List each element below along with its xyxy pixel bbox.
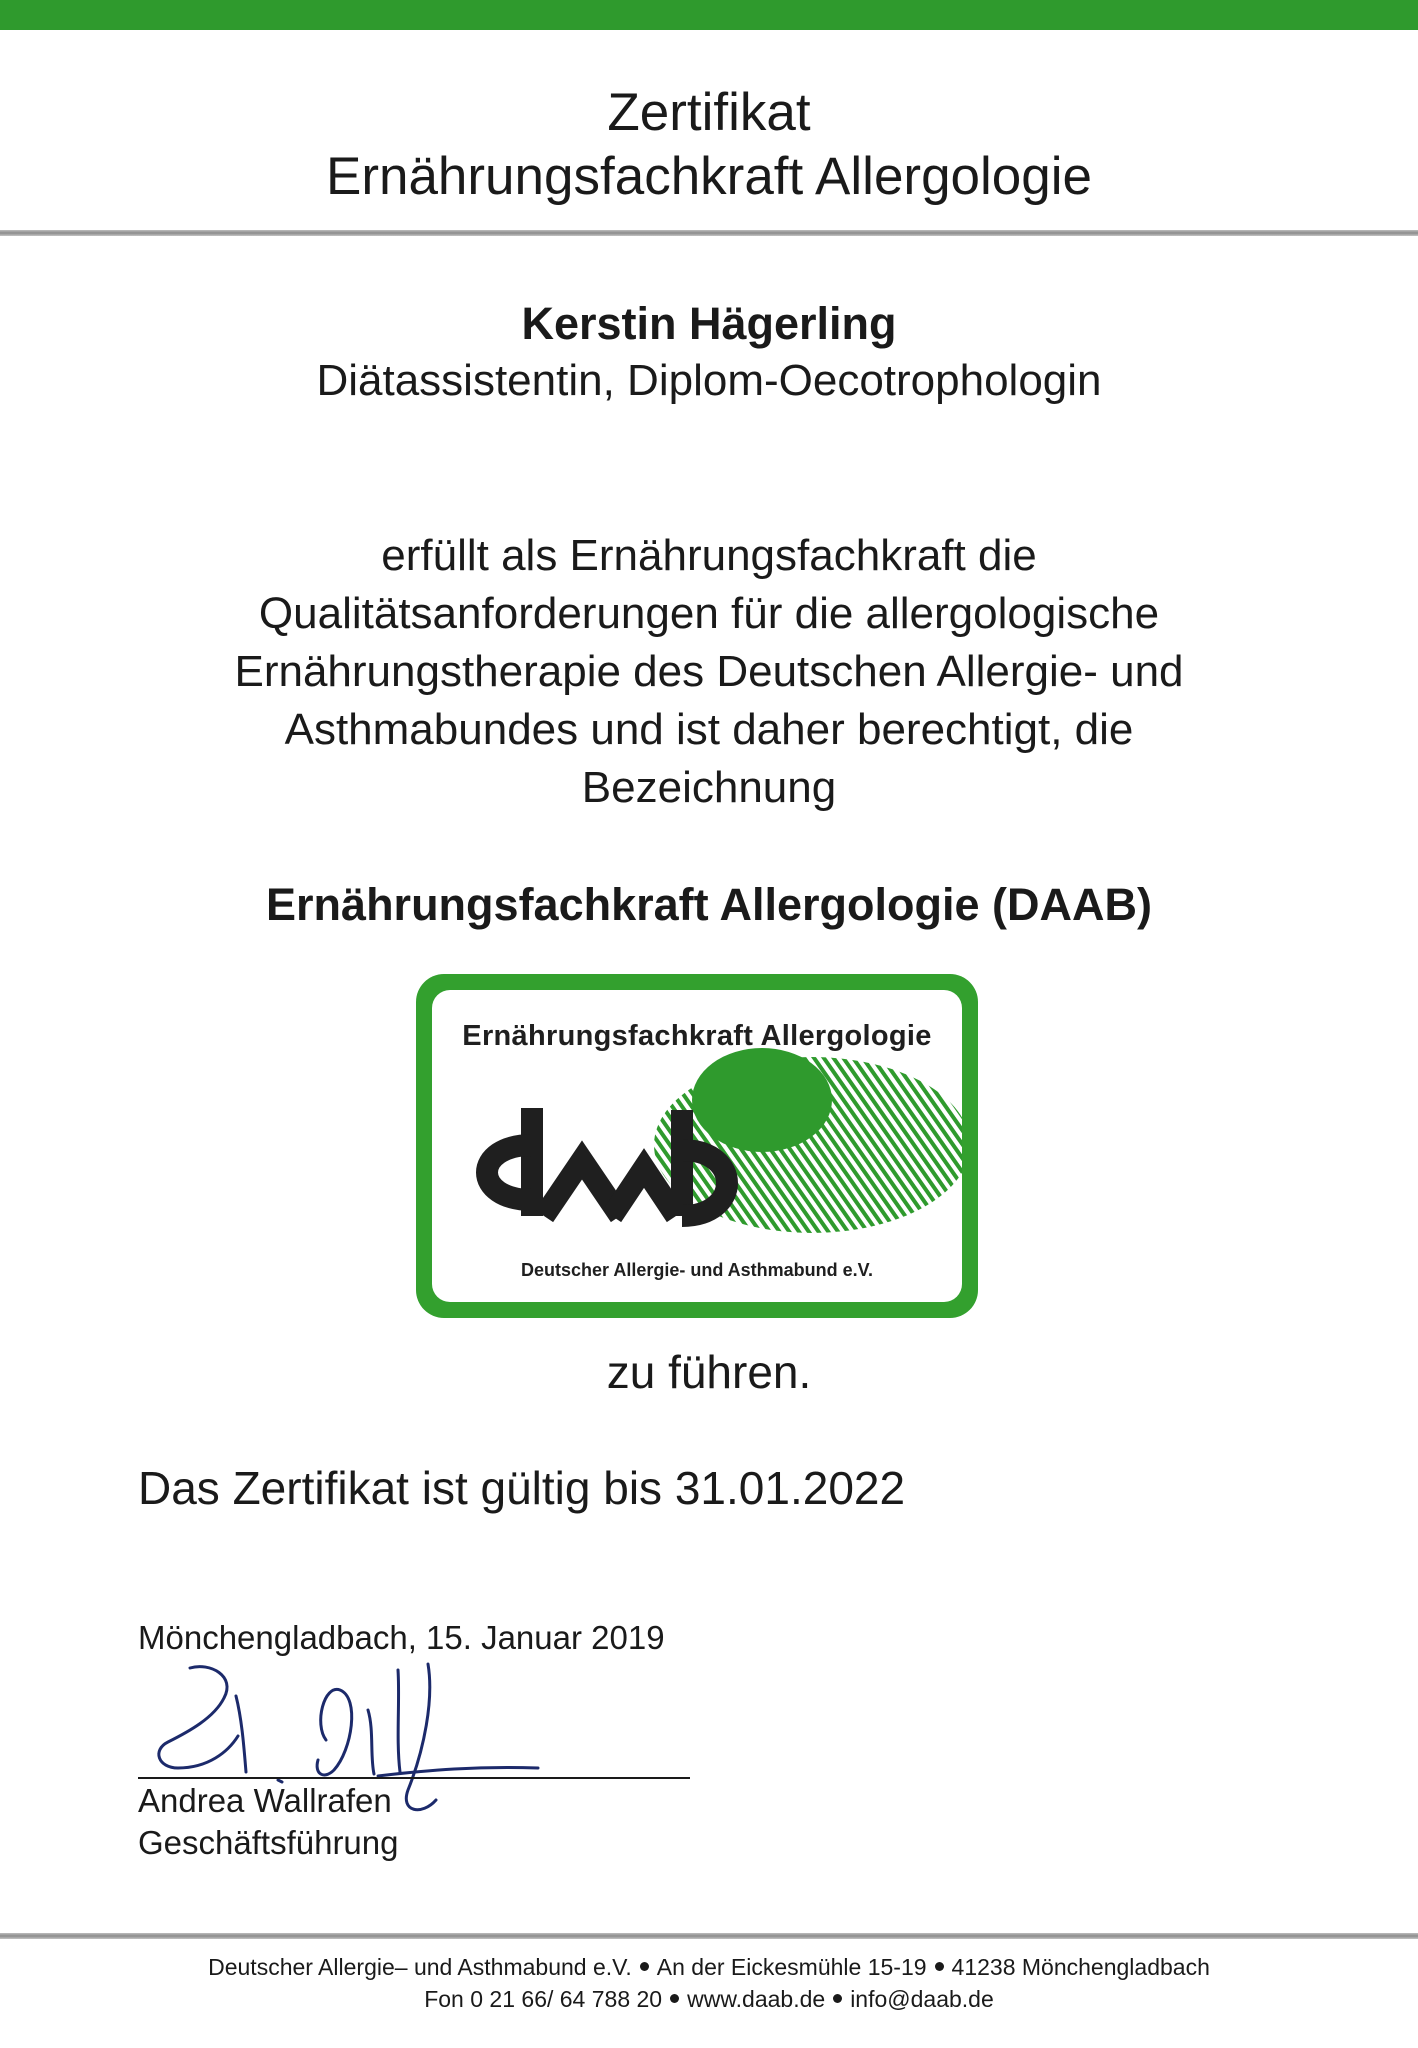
bullet-icon: [640, 1962, 649, 1971]
statement-line: Ernährungstherapie des Deutschen Allergie- und: [234, 647, 1184, 696]
footer-email[interactable]: info@daab.de: [850, 1986, 994, 2012]
signer-role: Geschäftsführung: [138, 1824, 399, 1861]
validity-statement: Das Zertifikat ist gültig bis 31.01.2022: [138, 1462, 906, 1514]
footer-web[interactable]: www.daab.de: [687, 1986, 826, 2012]
statement-line: Asthmabundes und ist daher berechtigt, die: [284, 705, 1134, 754]
bullet-icon: [670, 1994, 679, 2003]
bullet-icon: [833, 1994, 842, 2003]
logo-title: Ernährungsfachkraft Allergologie: [462, 1020, 932, 1052]
statement-line: Qualitätsanforderungen für die allergologische: [258, 589, 1160, 638]
daab-logo: [416, 974, 978, 1318]
designation-title: Ernährungsfachkraft Allergologie (DAAB): [266, 879, 1152, 930]
statement-line: erfüllt als Ernährungsfachkraft die: [381, 531, 1037, 580]
footer-phone: Fon 0 21 66/ 64 788 20: [424, 1986, 663, 2012]
place-date: Mönchengladbach, 15. Januar 2019: [138, 1619, 665, 1656]
footer-city: 41238 Mönchengladbach: [951, 1954, 1210, 1980]
statement-line: Bezeichnung: [581, 763, 837, 812]
logo-subtitle: Deutscher Allergie- und Asthmabund e.V.: [520, 1260, 874, 1280]
bullet-icon: [935, 1962, 944, 1971]
daab-logo-panel: [432, 990, 962, 1302]
certificate-subtitle: Ernährungsfachkraft Allergologie: [325, 147, 1092, 206]
footer-contact: [0, 1984, 1418, 2014]
footer-street: An der Eickesmühle 15-19: [656, 1954, 927, 1980]
certificate-title: Zertifikat: [607, 83, 811, 142]
footer-divider: [0, 1933, 1418, 1939]
footer-address: [0, 1952, 1418, 1982]
recipient-profession: Diätassistentin, Diplom-Oecotrophologin: [316, 356, 1102, 405]
statement-text: [0, 527, 1418, 817]
signature-line: [138, 1777, 690, 1779]
footer-org: Deutscher Allergie– und Asthmabund e.V.: [208, 1954, 632, 1980]
recipient-name: Kerstin Hägerling: [521, 298, 897, 349]
closing-text: zu führen.: [606, 1346, 812, 1398]
signer-name: Andrea Wallrafen: [138, 1782, 392, 1819]
top-green-bar: [0, 0, 1418, 30]
header-divider: [0, 230, 1418, 236]
